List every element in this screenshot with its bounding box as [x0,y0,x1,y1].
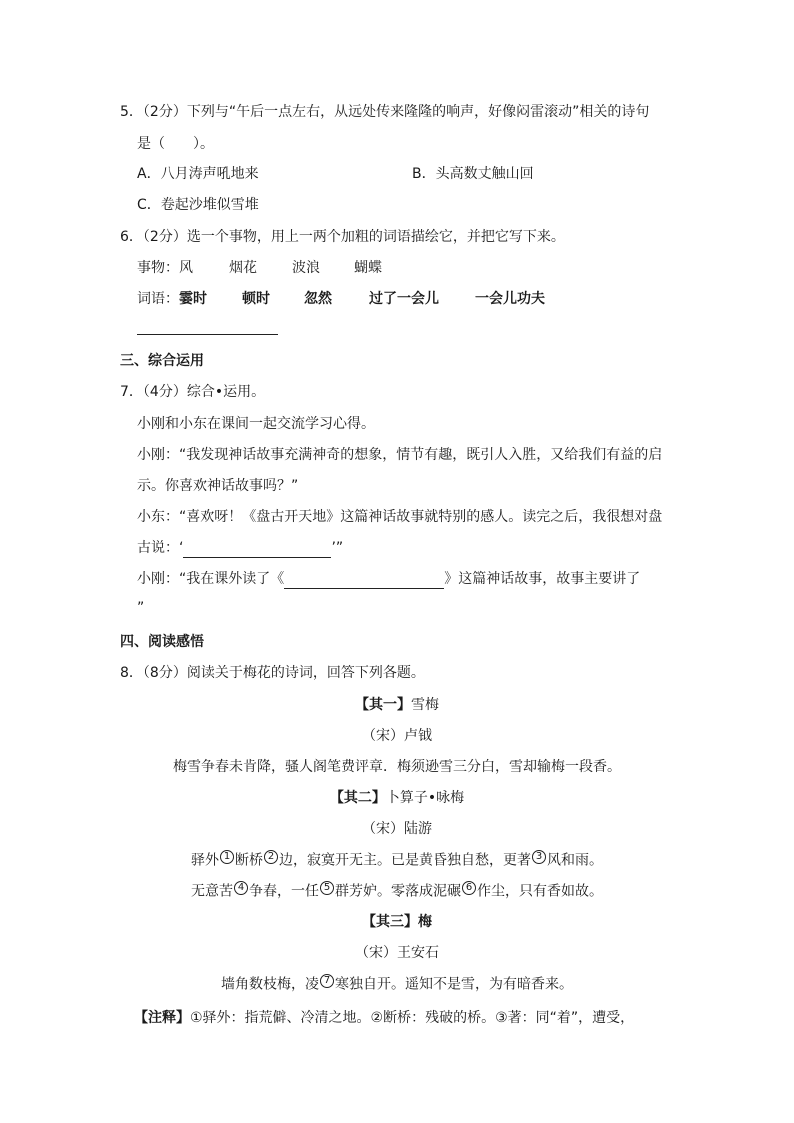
q6-word: 顿时 [242,291,270,307]
q5-stem: 5．（2分）下列与“午后一点左右，从远处传来隆隆的响声，好像闷雷滚动”相关的诗句 [120,104,650,120]
q6-thing: 蝴蝶 [354,260,382,276]
poem2-line-1 [0,850,794,871]
q7-dialog-line: 小刚：“我发现神话故事充满神奇的想象，情节有趣，既引人入胜，又给我们有益的启 [137,447,663,463]
q6-answer-blank[interactable] [137,334,278,335]
q6-word: 过了一会儿 [369,291,439,307]
q6-word: 一会儿功夫 [475,291,545,307]
q8-stem: 8．（8分）阅读关于梅花的诗词，回答下列各题。 [120,665,425,681]
poem-text: 群芳妒。零落成泥碾 [335,883,461,900]
poem3-title-text: 梅 [418,914,432,930]
poem2-author: （宋）陆游 [362,821,432,837]
note-marker: 2 [264,850,278,864]
poem-text: 墙角数枝梅，凌 [221,976,319,993]
q7-text: 小刚：“我在课外读了《 [137,571,285,587]
notes-text: ①驿外：指荒僻、冷清之地。②断桥：残破的桥。③著：同“着”，遭受， [190,1010,635,1026]
q7-dialog-line: 小东：“喜欢呀！《盘古开天地》这篇神话故事就特别的感人。读完之后，我很想对盘 [137,509,663,525]
q7-intro: 小刚和小东在课间一起交流学习心得。 [137,416,375,432]
poem-text: 风和雨。 [547,852,603,869]
q5-option-a[interactable]: A．八月涛声吼地来 [137,166,259,182]
poem2-title [0,788,794,808]
note-marker: 1 [220,850,234,864]
section-3-heading: 三、综合运用 [120,353,204,369]
q5-option-b[interactable]: B．头高数丈触山回 [412,166,534,182]
q6-word: 忽然 [304,291,332,307]
poem1-author: （宋）卢钺 [362,728,432,744]
note-marker: 6 [462,881,476,895]
poem2-title-text: 卜算子•咏梅 [385,790,465,806]
q6-thing: 风 [179,260,193,276]
note-marker: 5 [320,881,334,895]
poem-text: 边，寂寞开无主。已是黄昏独自愁，更著 [279,852,531,869]
q6-things-label: 事物： [137,260,179,276]
section-4-heading: 四、阅读感悟 [120,634,204,650]
poem-text: 断桥 [235,852,263,869]
notes-line [134,1008,634,1028]
poem3-text [0,974,794,995]
poem3-title [0,912,794,932]
q5-option-c[interactable]: C．卷起沙堆似雪堆 [137,197,259,213]
q7-answer-blank-2[interactable] [284,572,444,589]
q5-stem-continued: 是（ ）。 [137,136,214,152]
poem1-title-text: 雪梅 [411,697,439,713]
q7-stem: 7．（4分）综合•运用。 [120,384,266,400]
q7-text: 古说：‘ [137,540,184,556]
note-marker: 7 [320,974,334,988]
q6-word: 霎时 [179,291,207,307]
poem-text: 争春，一任 [249,883,319,900]
q7-answer-blank-1[interactable] [183,541,331,558]
note-marker: 3 [532,850,546,864]
q6-words-label: 词语： [137,291,179,307]
poem3-author: （宋）王安石 [355,945,439,961]
q6-things-row [137,258,382,278]
q7-dialog-line [137,569,640,589]
poem-text: 驿外 [191,852,219,869]
poem-text: 无意苦 [191,883,233,900]
q6-thing: 波浪 [292,260,320,276]
poem-text: 作尘，只有香如故。 [477,883,603,900]
poem1-title-tag: 【其一】 [355,697,411,713]
q7-closing-quote: ” [137,600,145,616]
poem-text: 寒独自开。遥知不是雪，为有暗香来。 [335,976,573,993]
q6-thing: 烟花 [229,260,257,276]
q7-dialog-line [137,538,343,558]
poem2-line-2 [0,881,794,902]
notes-tag: 【注释】 [134,1010,190,1026]
q6-stem: 6．（2分）选一个事物，用上一两个加粗的词语描绘它，并把它写下来。 [120,229,565,245]
poem3-title-tag: 【其三】 [362,914,418,930]
poem2-title-tag: 【其二】 [329,790,386,806]
poem1-text: 梅雪争春未肯降，骚人阁笔费评章．梅须逊雪三分白，雪却输梅一段香。 [173,759,621,775]
q7-text: ’” [331,540,344,556]
poem1-title [0,695,794,715]
q7-dialog-line: 示。你喜欢神话故事吗？” [137,478,299,494]
q7-text: 》这篇神话故事，故事主要讲了 [444,571,641,587]
note-marker: 4 [234,881,248,895]
q6-words-row [137,289,597,309]
